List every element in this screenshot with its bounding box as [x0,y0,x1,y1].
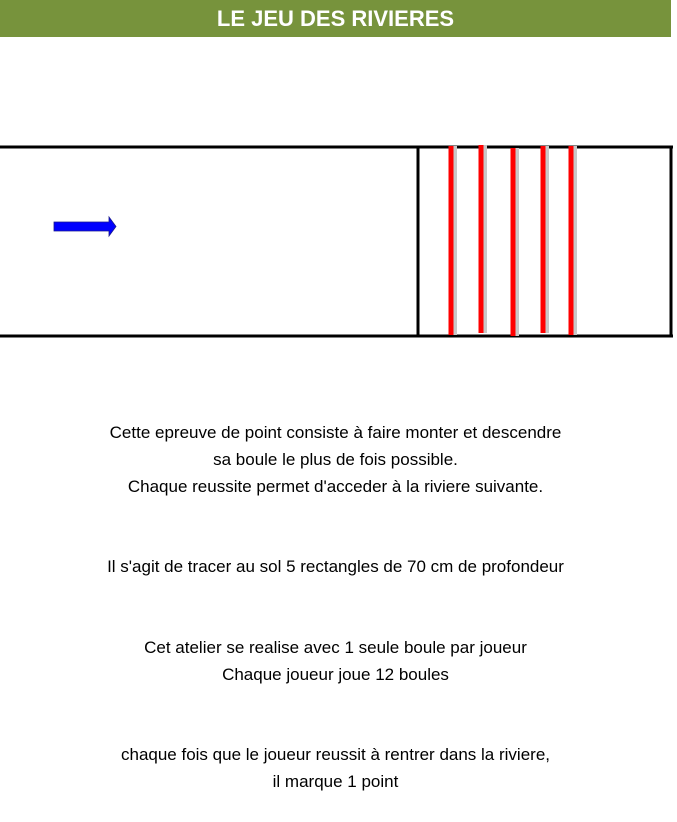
river-line [479,145,484,333]
river-line [511,148,516,336]
text-line: chaque fois que le joueur reussit à rentrer dans la riviere, [120,745,550,764]
arrow-right-icon [54,217,116,236]
river-line [449,146,454,335]
setup-paragraph [0,553,671,580]
rules-paragraph [0,634,671,688]
text-line: Il s'agit de tracer au sol 5 rectangles de 70 cm de profondeur [107,557,564,576]
river-line [541,146,546,333]
river-line [569,146,574,335]
text-line: Chaque joueur joue 12 boules [222,665,449,684]
scoring-paragraph [0,741,671,795]
text-line: Cette epreuve de point consiste à faire monter et descendre [109,423,562,442]
page-title: LE JEU DES RIVIERES [0,0,671,37]
text-line: Chaque reussite permet d'acceder à la riviere suivante. [127,477,544,496]
description-paragraph [0,419,671,500]
text-line: Cet atelier se realise avec 1 seule boule par joueur [144,638,527,657]
river-lines [449,145,578,336]
text-line: il marque 1 point [272,772,399,791]
text-line: sa boule le plus de fois possible. [213,450,458,469]
